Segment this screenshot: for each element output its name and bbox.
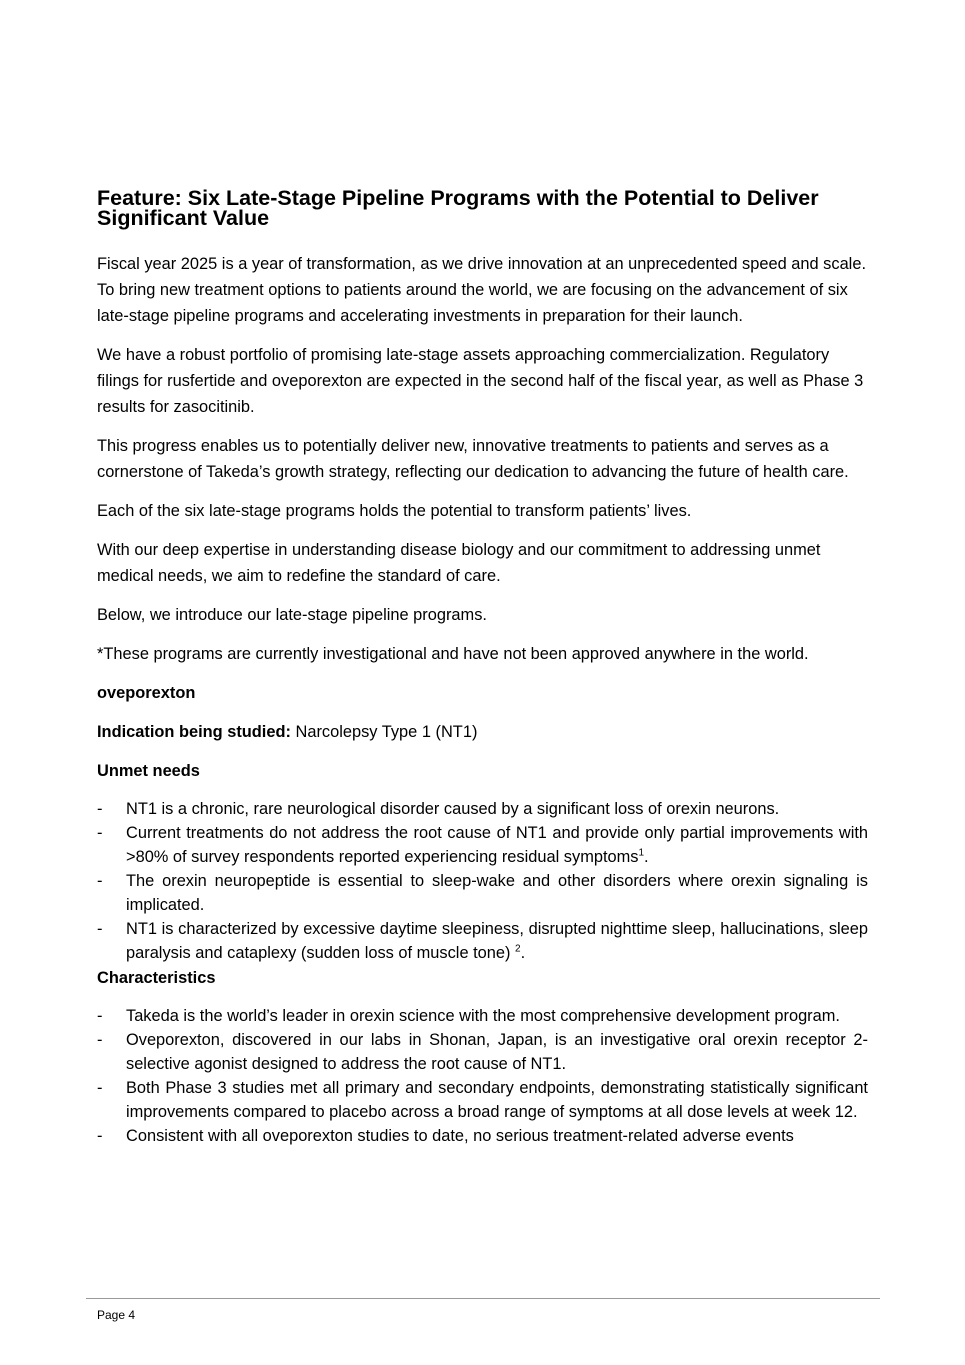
unmet-needs-list: [97, 797, 868, 965]
list-item: - Oveporexton, discovered in our labs in Shonan, Japan, is an investigative oral orexin receptor 2-selective agonist designed to address the root cause of NT1.: [97, 1028, 868, 1076]
dash-bullet: -: [97, 824, 103, 842]
list-item: - The orexin neuropeptide is essential to sleep-wake and other disorders where orexin signaling is implicated.: [97, 869, 868, 917]
characteristics-heading: Characteristics: [97, 969, 216, 987]
characteristics-list: [97, 1004, 868, 1148]
page-title: Feature: Six Late-Stage Pipeline Programs with the Potential to Deliver Significant Value: [97, 186, 819, 230]
list-item: - Current treatments do not address the root cause of NT1 and provide only partial improvements with >80% of survey respondents reported experiencing residual symptoms$^1$.: [97, 821, 868, 869]
indication-value: Narcolepsy Type 1 (NT1): [295, 723, 478, 741]
transform-paragraph: Each of the six late-stage programs holds the potential to transform patients’ lives.: [97, 502, 692, 520]
disclaimer-paragraph: *These programs are currently investigational and have not been approved anywhere in the world.: [97, 645, 809, 663]
dash-bullet: -: [97, 800, 103, 818]
indication-label: Indication being studied:: [97, 723, 291, 741]
list-item: - NT1 is a chronic, rare neurological disorder caused by a significant loss of orexin neurons.: [97, 797, 868, 821]
intro-paragraph: Fiscal year 2025 is a year of transformation, as we drive innovation at an unprecedented speed and scale. To bring new treatment options to patients around the world, we are focusing on the advancement of six late-stage pipeline programs and accelerating investments in preparation for their launch.: [97, 255, 866, 325]
portfolio-paragraph: We have a robust portfolio of promising late-stage assets approaching commercialization. Regulatory filings for rusfertide and oveporexton are expected in the second half of the fiscal year, as well as Phase 3 results for zasocitinib.: [97, 346, 864, 416]
program-name: oveporexton: [97, 684, 196, 702]
footer-divider: [86, 1298, 880, 1299]
list-item: - Consistent with all oveporexton studies to date, no serious treatment-related adverse events: [97, 1124, 868, 1148]
dash-bullet: -: [97, 1007, 103, 1025]
footnote-ref: 1: [638, 847, 645, 859]
indication-line: [97, 719, 868, 745]
list-item: - NT1 is characterized by excessive daytime sleepiness, disrupted nighttime sleep, hallucinations, sleep paralysis and cataplexy (sudden loss of muscle tone) $^2$.: [97, 917, 868, 965]
introduce-paragraph: Below, we introduce our late-stage pipeline programs.: [97, 606, 487, 624]
unmet-needs-heading: Unmet needs: [97, 762, 200, 780]
dash-bullet: -: [97, 872, 103, 890]
dash-bullet: -: [97, 1079, 103, 1097]
dash-bullet: -: [97, 1127, 103, 1145]
page-number: Page 4: [97, 1308, 136, 1322]
dash-bullet: -: [97, 1031, 103, 1049]
footnote-ref: 2: [515, 943, 521, 955]
dash-bullet: -: [97, 920, 103, 938]
expertise-paragraph: With our deep expertise in understanding disease biology and our commitment to addressing unmet medical needs, we aim to redefine the standard of care.: [97, 541, 821, 585]
progress-paragraph: This progress enables us to potentially deliver new, innovative treatments to patients and serves as a cornerstone of Takeda’s growth strategy, reflecting our dedication to advancing the future of health care.: [97, 437, 849, 481]
page-content: [97, 188, 868, 1161]
list-item: - Takeda is the world’s leader in orexin science with the most comprehensive development program.: [97, 1004, 868, 1028]
list-item: - Both Phase 3 studies met all primary and secondary endpoints, demonstrating statistically significant improvements compared to placebo across a broad range of symptoms at all dose levels at week 12.: [97, 1076, 868, 1124]
